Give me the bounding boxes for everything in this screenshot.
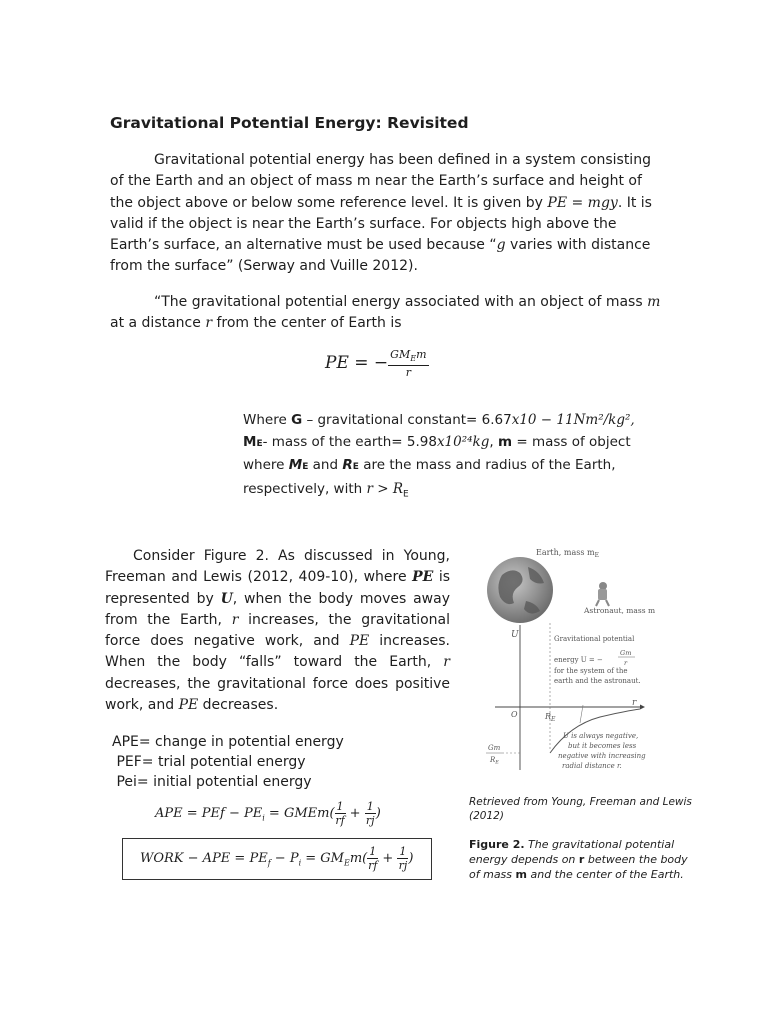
svg-text:RE: $R_E$ [490,756,499,766]
intro-paragraph: Gravitational potential energy has been defined in a system consisting of the Earth and an object of mass m near the Earth’s surface and height of the object above or below some reference level. It is given by PE = mgy. It is valid if the object is near the Earth’s surface. For objects high above the Earth’s surface, an alternative must be used because “g varies with distance from the surface” (Serway and Vuille 2012). [110,152,652,275]
earth-label: Earth, mass $m_E$ [536,548,599,559]
svg-text:Gm: Gm [620,649,632,657]
svg-text:for the system of the: for the system of the [554,667,628,675]
definition-ape: APE= change in potential energy [112,734,344,750]
svg-text:earth and the astronaut.: earth and the astronaut. [554,677,641,685]
svg-text:Gravitational potential: Gravitational potential [554,635,635,643]
svg-text:radial distance r.: radial distance r. [562,762,622,770]
figure-caption: Figure 2. The gravitational potential energy depends on r between the body of mass m and the center of the Earth. [469,838,688,881]
page-title: Gravitational Potential Energy: Revisited [110,114,469,132]
negative-annotation [558,732,646,770]
figure-source-caption: Retrieved from Young, Freeman and Lewis (2012) [469,796,692,822]
re-label: $R_E$ [545,712,556,723]
definition-pef: PEF= trial potential energy [112,754,306,770]
y-axis-value-label [486,744,504,766]
where-definitions: Where G – gravitational constant= 6.67x10 − 11Nm²/kg², ME- mass of the earth= 5.98x10²⁴kg, m = mass of object where ME and RE are the mass and radius of the Earth, respectively, with $r > R_E$ [243,412,635,500]
astronaut-icon [596,582,609,606]
svg-text:energy U = −: energy U = − [554,656,603,664]
figure-discussion-paragraph: Consider Figure 2. As discussed in Young, Freeman and Lewis (2012, 409-10), where PE is represented by U, when the body moves away from the Earth, r increases, the gravitational force does negative work, and PE increases. When the body “falls” toward the Earth, r decreases, the gravitational force does positive work, and PE decreases. [105,548,451,714]
work-equation: WORK − APE = $PE_f - P_i = GM_Em$( $\frac{1}{rf}$ + $\frac{1}{rj}$ ) [140,845,414,872]
definitions-list [112,732,344,792]
gpe-annotation [554,635,641,685]
svg-text:U is always negative,: U is always negative, [563,732,639,740]
svg-text:r: r [624,659,628,667]
pe-mgy-formula: PE = mgy [547,194,618,211]
earth-globe [487,557,553,623]
svg-text:negative with increasing: negative with increasing [558,752,646,760]
definition-pei: Pei= initial potential energy [112,774,312,790]
svg-text:Gm: Gm [488,744,501,752]
potential-energy-equation: PE = − $\frac{GM_Em}{r}$ [325,348,427,380]
ape-equation: APE = PEf − $PE_i$ = GMEm( $\frac{1}{rf}$ + $\frac{1}{rj}$ ) [155,800,381,827]
astronaut-label: Astronaut, mass m [584,606,656,615]
quote-paragraph: “The gravitational potential energy associated with an object of mass m at a distance r from the center of Earth is [110,294,661,332]
axis-origin-label: O [511,710,518,719]
axis-r-label: r [632,698,637,708]
figure-2-diagram [470,545,685,790]
axis-u-label: U [511,630,519,640]
svg-text:but it becomes less: but it becomes less [568,742,637,750]
